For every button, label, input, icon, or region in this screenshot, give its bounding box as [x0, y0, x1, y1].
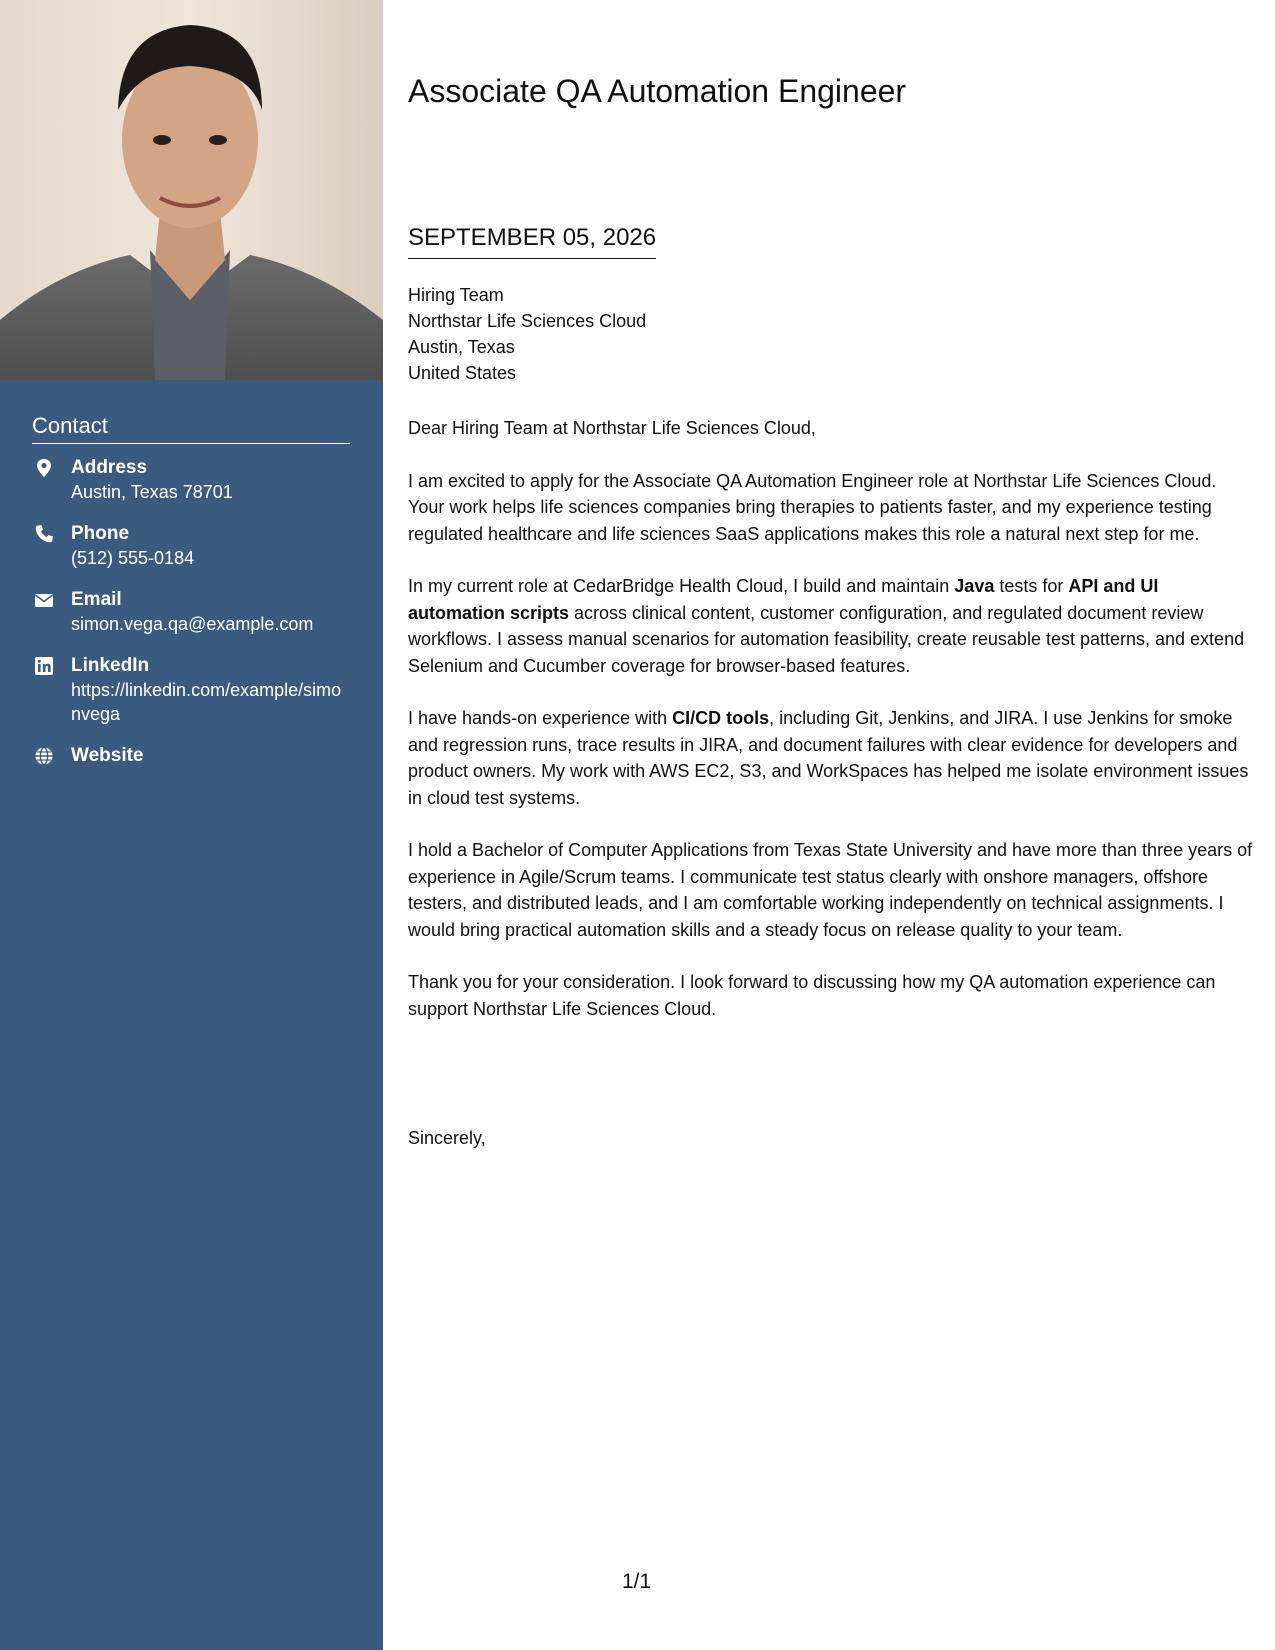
closing: Sincerely,	[408, 1128, 486, 1148]
sidebar	[0, 0, 383, 1650]
map-pin-icon	[34, 458, 54, 478]
recipient-line: United States	[408, 363, 517, 383]
email-value[interactable]: simon.vega.qa@example.com	[71, 614, 314, 634]
greeting: Dear Hiring Team at Northstar Life Sciences Cloud,	[408, 418, 816, 438]
contact-item-linkedin	[32, 654, 350, 726]
contact-item-email	[32, 588, 350, 636]
envelope-icon	[34, 590, 54, 610]
website-label: Website	[71, 745, 144, 766]
contact-list	[32, 456, 350, 786]
p2-text: In my current role at CedarBridge Health Cloud, I build and maintain	[408, 576, 955, 596]
letter-body	[408, 415, 1253, 1048]
linkedin-value[interactable]: https://linkedin.com/example/simonvega	[71, 680, 342, 724]
paragraph-4: I hold a Bachelor of Computer Applications from Texas State University and have more than three years of experience in Agile/Scrum teams. I communicate test status clearly with onshore managers, offshore testers, and distributed leads, and I am comfortable working independently on technical assignments. I would bring practical automation skills and a steady focus on release quality to your team.	[408, 840, 1253, 940]
profile-photo	[0, 0, 383, 380]
paragraph-3	[408, 705, 1253, 811]
linkedin-label: LinkedIn	[71, 655, 150, 676]
paragraph-1: I am excited to apply for the Associate QA Automation Engineer role at Northstar Life Sciences Cloud. Your work helps life sciences companies bring therapies to patients faster, and my experience testing regulated healthcare and life sciences SaaS applications makes this role a natural next step for me.	[408, 470, 1217, 544]
p2-bold-java: Java	[954, 576, 995, 596]
portrait-photo	[0, 0, 383, 380]
globe-icon	[34, 746, 54, 766]
email-label: Email	[71, 589, 122, 610]
p3-text: , including Git, Jenkins, and JIRA. I use Jenkins for smoke and regression runs, trace results in JIRA, and document failures with clear evidence for developers and product owners. My work with AWS EC2, S3, and WorkSpaces has helped me isolate environment issues in cloud test systems.	[408, 708, 1249, 808]
paragraph-5: Thank you for your consideration. I look forward to discussing how my QA automation experience can support Northstar Life Sciences Cloud.	[408, 972, 1216, 1019]
phone-label: Phone	[71, 523, 130, 544]
page-number: 1/1	[622, 1570, 652, 1593]
linkedin-icon	[34, 656, 54, 676]
contact-item-phone	[32, 522, 350, 570]
p2-bold-api: API and UI automation scripts	[408, 576, 1159, 623]
recipient-line: Austin, Texas	[408, 337, 515, 357]
phone-icon	[34, 524, 54, 544]
p3-bold-cicd: CI/CD tools	[672, 708, 770, 728]
p2-text: across clinical content, customer configuration, and regulated document review workflows. I assess manual scenarios for automation feasibility, create reusable test patterns, and extend Selenium and Cucumber coverage for browser-based features.	[408, 602, 1245, 676]
contact-item-address	[32, 456, 350, 504]
contact-heading: Contact	[32, 413, 350, 444]
address-label: Address	[71, 457, 148, 478]
recipient-line: Hiring Team	[408, 285, 504, 305]
recipient-block	[408, 282, 646, 386]
phone-value[interactable]: (512) 555-0184	[71, 548, 195, 568]
job-title: Associate QA Automation Engineer	[408, 73, 907, 109]
p3-text: I have hands-on experience with	[408, 708, 673, 728]
contact-item-website	[32, 744, 350, 768]
paragraph-2	[408, 573, 1253, 679]
recipient-line: Northstar Life Sciences Cloud	[408, 311, 647, 331]
address-value: Austin, Texas 78701	[71, 482, 233, 502]
p2-text: tests for	[994, 576, 1069, 596]
letter-date: SEPTEMBER 05, 2026	[408, 224, 656, 259]
